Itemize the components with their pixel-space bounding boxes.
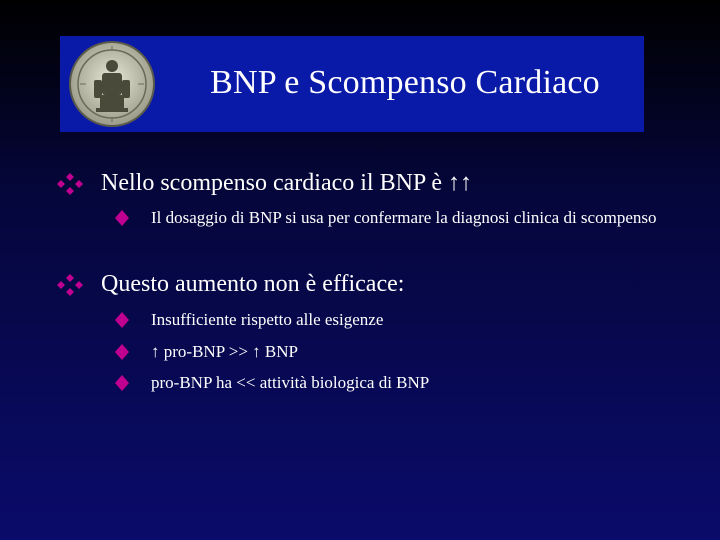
sub-bullet-item	[115, 341, 298, 363]
sub-bullet-item	[115, 207, 675, 229]
diamond-bullet-icon	[57, 274, 83, 296]
bullet-text: Questo aumento non è efficace:	[101, 271, 405, 297]
diamond-bullet-icon	[115, 375, 129, 391]
sub-bullet-text: Insufficiente rispetto alle esigenze	[151, 310, 384, 329]
diamond-bullet-icon	[115, 344, 129, 360]
sub-bullet-item	[115, 309, 383, 331]
sub-bullet-item	[115, 372, 429, 394]
diamond-bullet-icon	[57, 173, 83, 195]
title-box	[60, 36, 644, 132]
diamond-bullet-icon	[115, 210, 129, 226]
sub-bullet-text: Il dosaggio di BNP si usa per confermare la diagnosi clinica di scompenso	[151, 208, 657, 227]
sub-bullet-text: pro-BNP ha << attività biologica di BNP	[151, 373, 430, 392]
bullet-item	[57, 170, 472, 197]
sub-bullet-text: ↑ pro-BNP >> ↑ BNP	[151, 342, 299, 361]
bullet-item	[57, 271, 404, 298]
bullet-text: Nello scompenso cardiaco il BNP è ↑↑	[101, 170, 473, 196]
seal-logo	[66, 40, 158, 128]
slide-title: BNP e Scompenso Cardiaco	[210, 64, 600, 101]
diamond-bullet-icon	[115, 312, 129, 328]
